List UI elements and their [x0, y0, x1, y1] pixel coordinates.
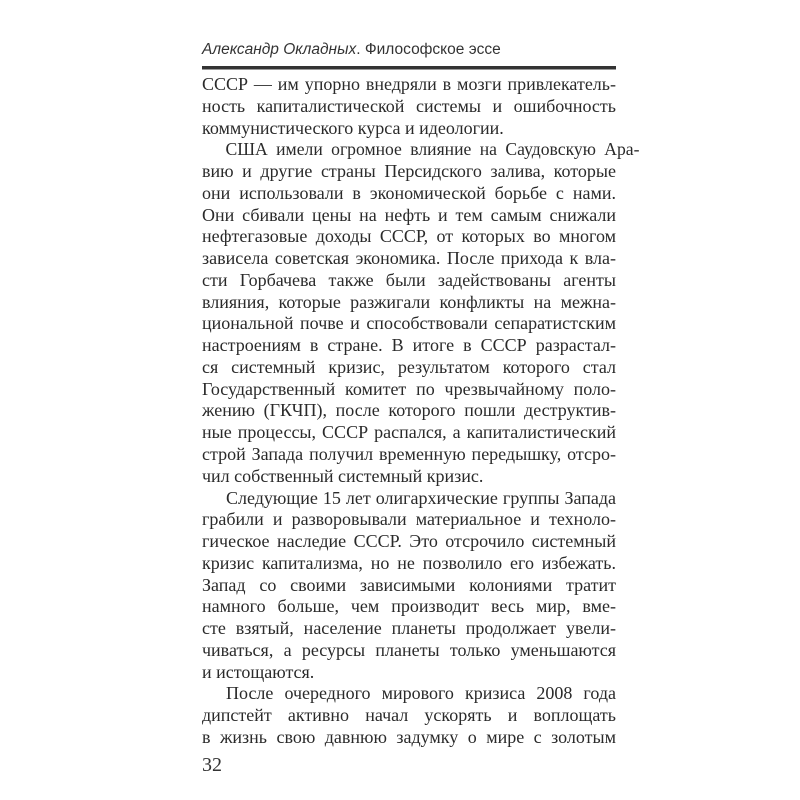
text-line: ся системный кризис, результатом которого стал	[202, 356, 616, 377]
page-number: 32	[202, 754, 222, 776]
text-line: ные процессы, СССР распался, а капиталистический	[202, 422, 616, 443]
text-line: нефтегазовые доходы СССР, от которых во многом	[202, 226, 616, 247]
text-line: сте взятый, население планеты продолжает увели-	[202, 618, 616, 639]
text-line: чиваться, а ресурсы планеты только уменьшаются	[202, 639, 616, 660]
text-line: и истощаются.	[202, 661, 315, 682]
text-line: намного больше, чем производит весь мир, вме-	[202, 596, 616, 617]
text-line: жению (ГКЧП), после которого пошли деструктив-	[202, 400, 616, 421]
text-line: дипстейт активно начал ускорять и воплощать	[202, 705, 616, 726]
text-line: США имели огромное влияние на Саудовскую Ара-	[225, 139, 640, 160]
text-line: грабили и разворовывали материальное и техноло-	[202, 509, 616, 530]
header-author: Александр Окладных	[202, 41, 357, 58]
text-line: коммунистического курса и идеологии.	[202, 117, 504, 138]
text-line: Следующие 15 лет олигархические группы Запада	[226, 487, 616, 508]
text-line: Они сбивали цены на нефть и тем самым снижали	[202, 204, 616, 225]
running-header	[202, 41, 616, 59]
text-line: вию и другие страны Персидского залива, которые	[202, 161, 616, 182]
header-separator: .	[356, 41, 365, 58]
text-line: в жизнь свою давнюю задумку о мире с золотым	[202, 726, 616, 747]
text-line: зависела советская экономика. После прихода к вла-	[202, 248, 616, 269]
text-line: ность капиталистической системы и ошибочность	[202, 95, 616, 116]
header-rule	[202, 66, 616, 70]
text-line: После очередного мирового кризиса 2008 года	[226, 683, 616, 704]
text-line: они использовали в экономической борьбе с нами.	[202, 182, 616, 203]
text-line: кризис капитализма, но не позволило его избежать.	[202, 552, 616, 573]
body-text	[202, 74, 640, 749]
text-line: циональной почве и способствовали сепаратистским	[202, 313, 616, 334]
text-line: гическое наследие СССР. Это отсрочило системный	[202, 531, 616, 552]
text-line: настроениям в стране. В итоге в СССР разрастал-	[202, 335, 616, 356]
text-line: чил собственный системный кризис.	[202, 465, 484, 486]
text-line: строй Запада получил временную передышку, отсро-	[202, 444, 616, 465]
text-line: Государственный комитет по чрезвычайному поло-	[202, 378, 616, 399]
text-line: Запад со своими зависимыми колониями тратит	[202, 574, 616, 595]
text-line: влияния, которые разжигали конфликты на межна-	[202, 291, 616, 312]
header-title: Философское эссе	[364, 41, 501, 58]
text-line: сти Горбачева также были задействованы агенты	[202, 269, 616, 290]
text-line: СССР — им упорно внедряли в мозги привлекатель-	[202, 74, 616, 94]
